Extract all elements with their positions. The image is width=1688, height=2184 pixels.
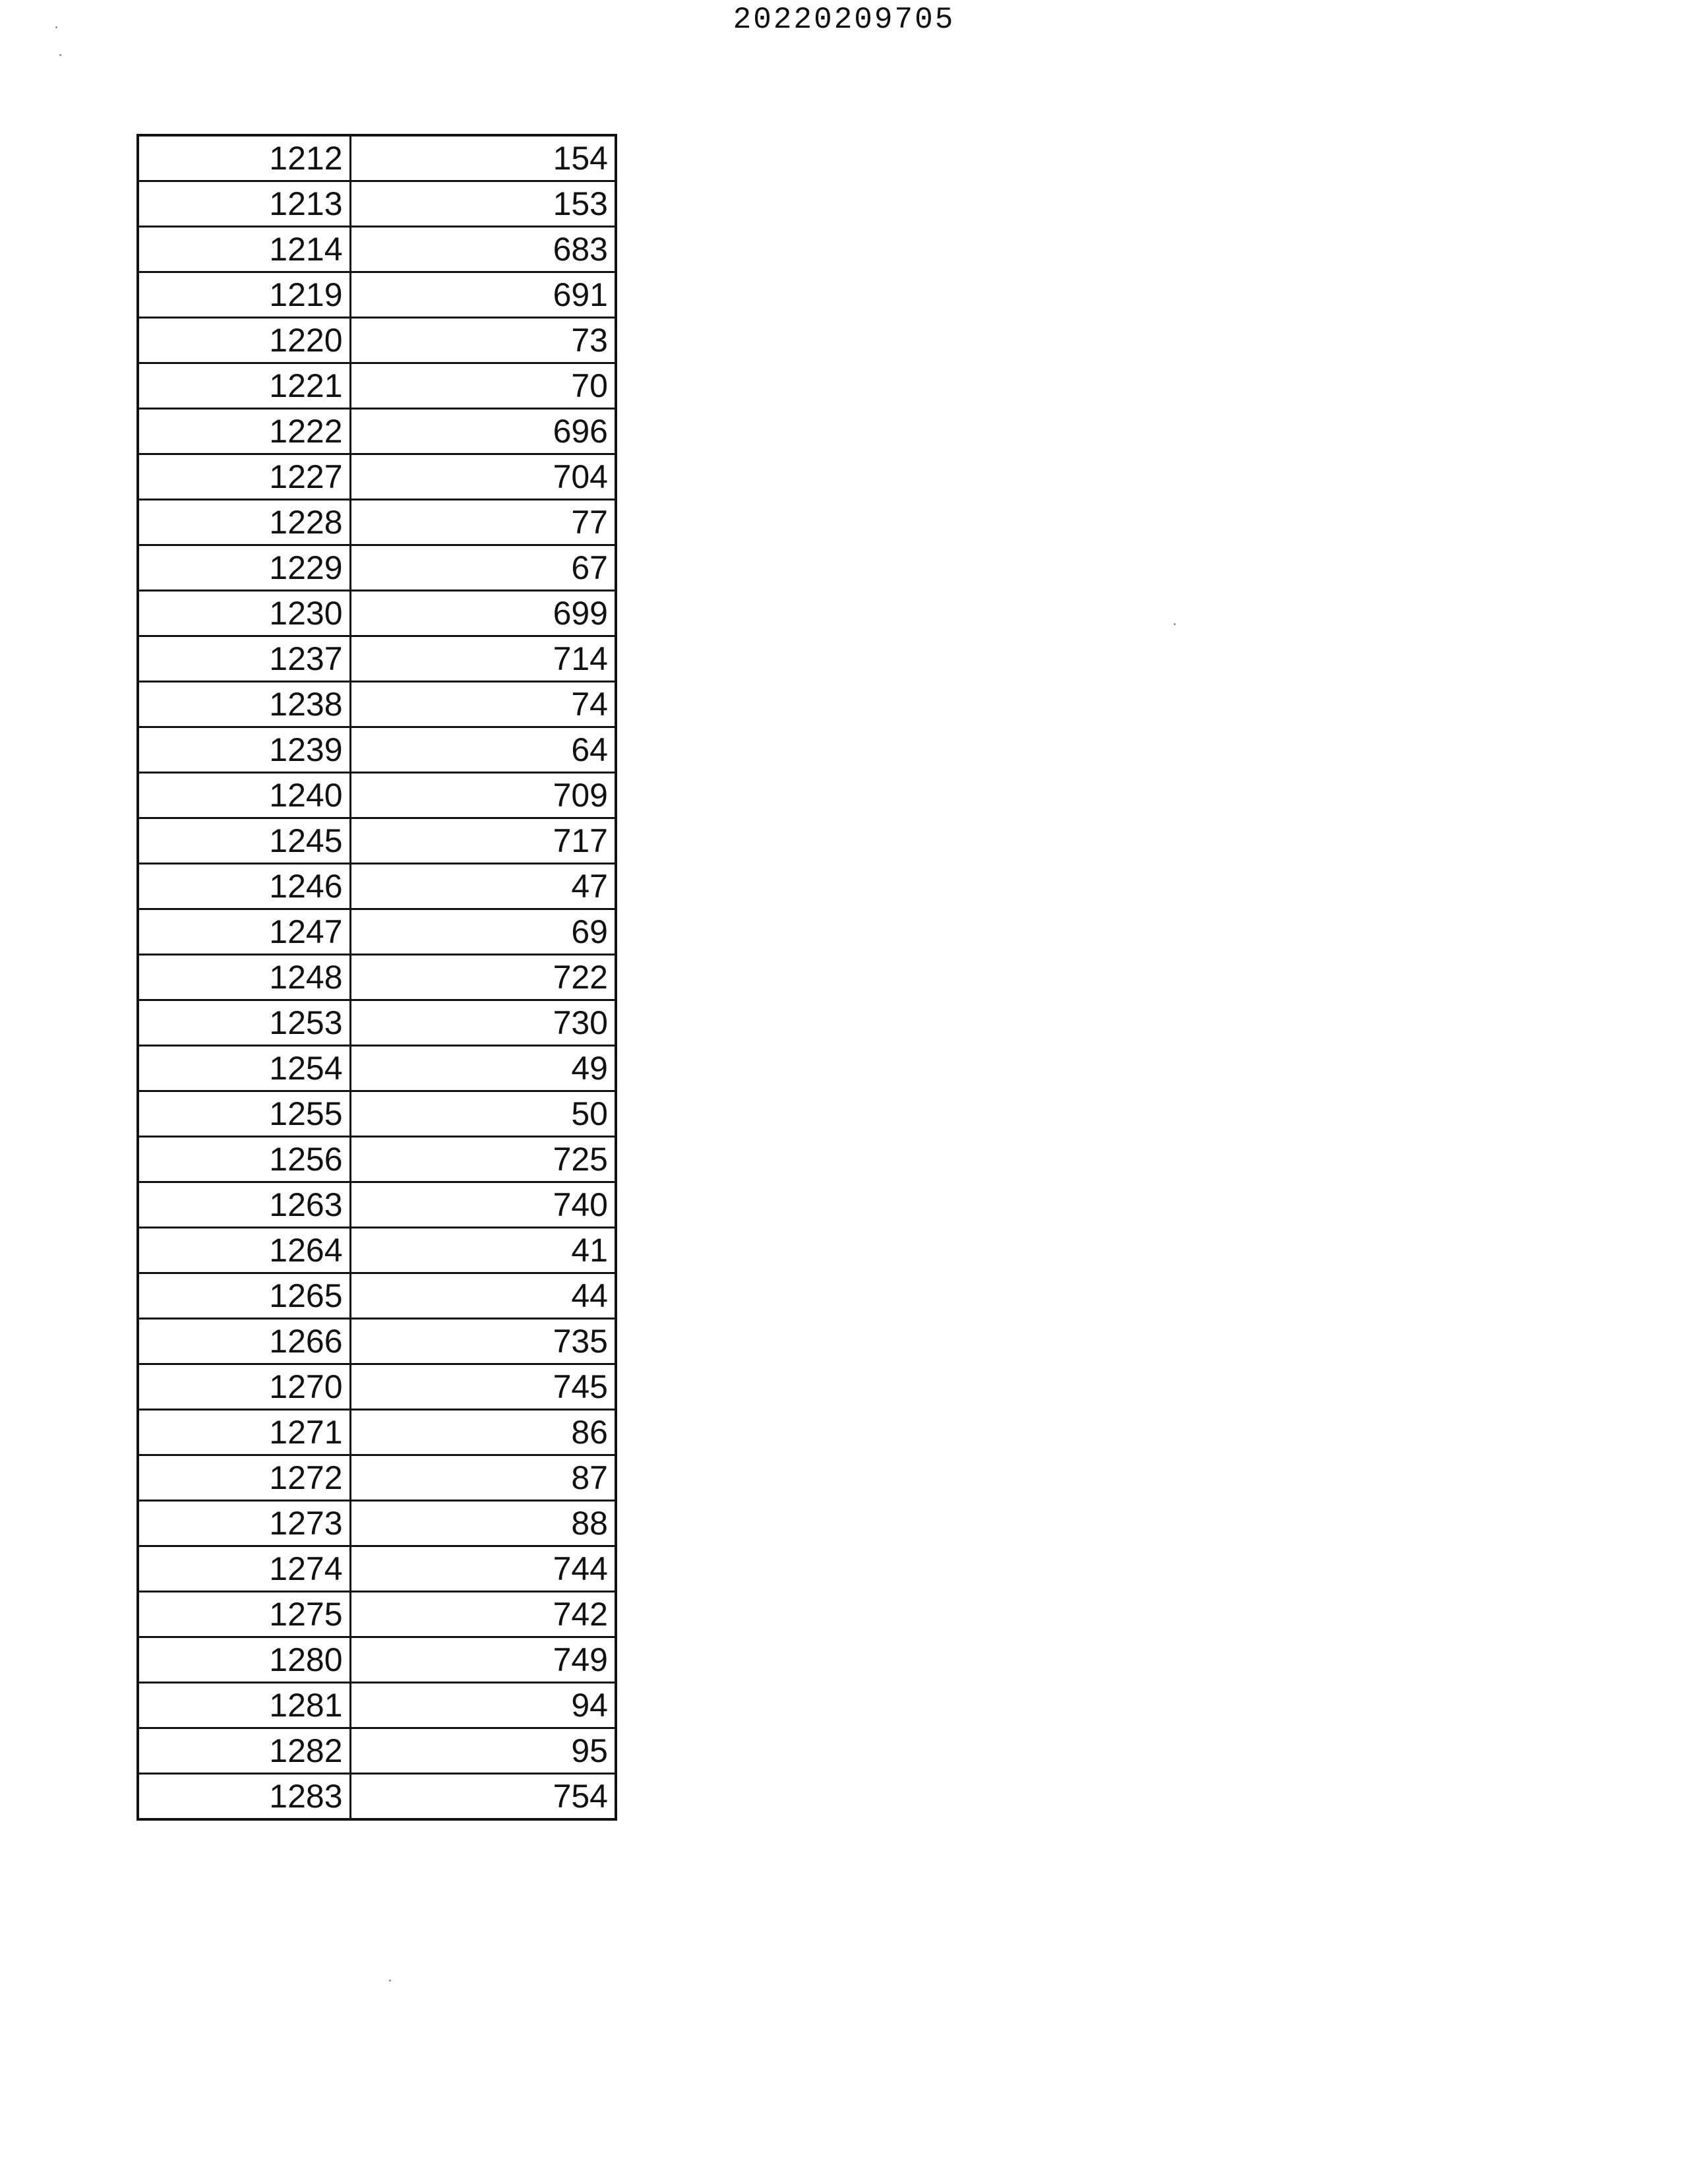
table-cell-value: 87 [350,1455,616,1501]
table-row [138,409,616,454]
table-row [138,1637,616,1683]
scan-speck [59,54,61,56]
table-cell-value: 73 [350,318,616,363]
table-cell-value: 740 [350,1182,616,1228]
table-cell-id: 1229 [138,545,350,591]
table-cell-value: 94 [350,1683,616,1728]
table-row [138,1592,616,1637]
table-body [138,135,616,1819]
table-cell-id: 1282 [138,1728,350,1774]
table-cell-id: 1239 [138,727,350,773]
table-row [138,1683,616,1728]
table-row [138,682,616,727]
table-cell-id: 1255 [138,1091,350,1137]
table-row [138,909,616,955]
table-cell-value: 717 [350,818,616,864]
document-number: 20220209705 [733,3,955,37]
table-row [138,773,616,818]
table-row [138,1319,616,1364]
table-cell-id: 1246 [138,864,350,909]
scan-speck [1174,623,1176,625]
table-cell-value: 730 [350,1000,616,1046]
table-cell-value: 696 [350,409,616,454]
table-cell-value: 714 [350,636,616,682]
table-cell-value: 709 [350,773,616,818]
table-cell-id: 1265 [138,1273,350,1319]
table-cell-value: 77 [350,500,616,545]
table-cell-value: 722 [350,955,616,1000]
table-row [138,545,616,591]
table-cell-value: 49 [350,1046,616,1091]
table-cell-value: 67 [350,545,616,591]
table-row [138,591,616,636]
table-cell-value: 50 [350,1091,616,1137]
table-cell-value: 95 [350,1728,616,1774]
table-cell-id: 1230 [138,591,350,636]
table-cell-id: 1280 [138,1637,350,1683]
table-cell-id: 1256 [138,1137,350,1182]
table-row [138,454,616,500]
table-row [138,1046,616,1091]
table-cell-id: 1264 [138,1228,350,1273]
table-row [138,318,616,363]
table-cell-value: 41 [350,1228,616,1273]
table-cell-id: 1263 [138,1182,350,1228]
table-cell-id: 1240 [138,773,350,818]
table-cell-id: 1275 [138,1592,350,1637]
table-cell-id: 1281 [138,1683,350,1728]
table-row [138,227,616,272]
table-cell-id: 1245 [138,818,350,864]
table-row [138,1137,616,1182]
table-row [138,864,616,909]
table-row [138,1501,616,1546]
table-cell-id: 1274 [138,1546,350,1592]
table-cell-id: 1273 [138,1501,350,1546]
table-cell-value: 745 [350,1364,616,1410]
table-cell-id: 1270 [138,1364,350,1410]
table-cell-value: 69 [350,909,616,955]
table-cell-value: 742 [350,1592,616,1637]
table-cell-value: 754 [350,1774,616,1820]
table-cell-id: 1272 [138,1455,350,1501]
table-cell-id: 1271 [138,1410,350,1455]
table-cell-value: 154 [350,135,616,181]
table-row [138,1774,616,1820]
table-row [138,1228,616,1273]
table-row [138,181,616,227]
table-cell-value: 70 [350,363,616,409]
table-cell-id: 1283 [138,1774,350,1820]
table-cell-id: 1221 [138,363,350,409]
table-cell-value: 704 [350,454,616,500]
table-cell-value: 44 [350,1273,616,1319]
table-cell-id: 1238 [138,682,350,727]
table-cell-id: 1220 [138,318,350,363]
table-row [138,727,616,773]
table-cell-value: 699 [350,591,616,636]
table-cell-id: 1227 [138,454,350,500]
table-row [138,955,616,1000]
table-cell-id: 1219 [138,272,350,318]
scan-speck [55,26,57,28]
table-cell-id: 1228 [138,500,350,545]
table-row [138,1546,616,1592]
table-row [138,1273,616,1319]
table-cell-id: 1254 [138,1046,350,1091]
table-cell-value: 74 [350,682,616,727]
table-row [138,1000,616,1046]
table-cell-value: 88 [350,1501,616,1546]
table-cell-value: 64 [350,727,616,773]
table-cell-value: 749 [350,1637,616,1683]
table-cell-value: 683 [350,227,616,272]
table-row [138,363,616,409]
table-row [138,272,616,318]
table-cell-id: 1213 [138,181,350,227]
data-table [136,134,617,1821]
table-cell-value: 691 [350,272,616,318]
table-cell-id: 1266 [138,1319,350,1364]
table-cell-value: 86 [350,1410,616,1455]
table-cell-value: 725 [350,1137,616,1182]
table-row [138,1364,616,1410]
table-row [138,636,616,682]
table-row [138,818,616,864]
table-cell-id: 1253 [138,1000,350,1046]
scan-speck [389,1980,391,1982]
table-row [138,1091,616,1137]
table-row [138,1410,616,1455]
table-cell-id: 1212 [138,135,350,181]
table-cell-value: 735 [350,1319,616,1364]
table-cell-value: 47 [350,864,616,909]
table-cell-value: 744 [350,1546,616,1592]
table-row [138,1728,616,1774]
table-cell-id: 1214 [138,227,350,272]
table-cell-id: 1237 [138,636,350,682]
table-row [138,1455,616,1501]
table-cell-value: 153 [350,181,616,227]
table-cell-id: 1247 [138,909,350,955]
table-cell-id: 1222 [138,409,350,454]
table-cell-id: 1248 [138,955,350,1000]
table-row [138,1182,616,1228]
table-row [138,500,616,545]
table-row [138,135,616,181]
